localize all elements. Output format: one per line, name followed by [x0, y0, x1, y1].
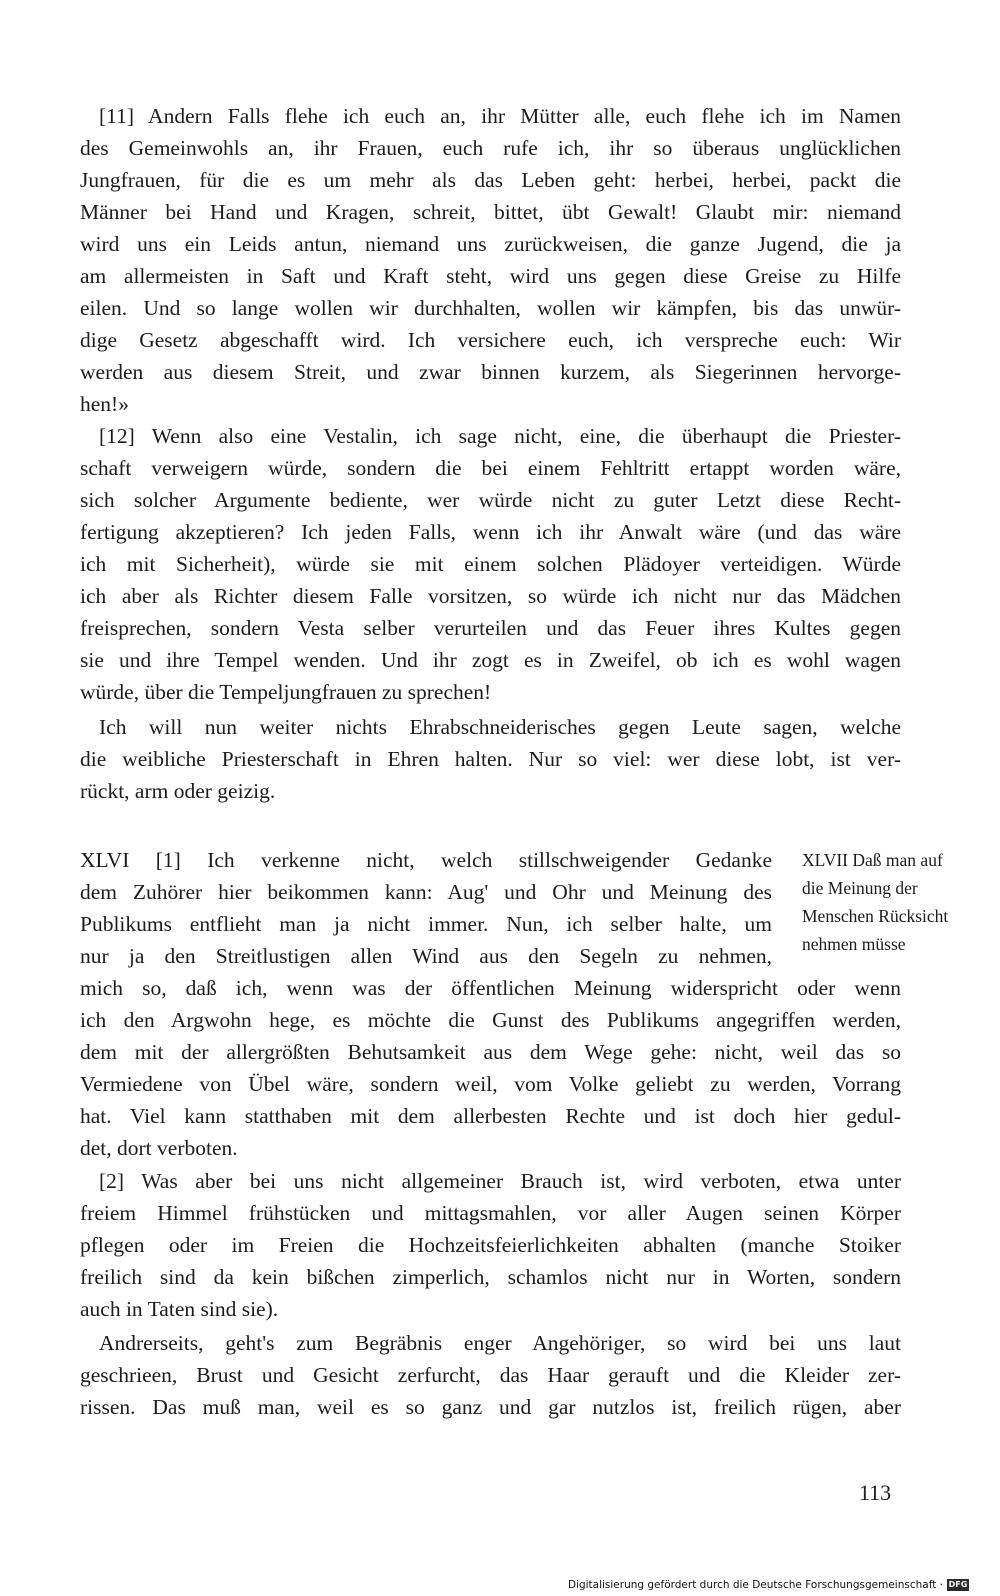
page-number: 113 [859, 1480, 892, 1505]
body-line-39: geschrieen, Brust und Gesicht zerfurcht, das Haar gerauft und die Kleider zer- [80, 1363, 901, 1387]
body-line-12: schaft verweigern würde, sondern die bei einem Fehltritt ertappt worden wäre, [80, 456, 901, 480]
body-line-40: rissen. Das muß man, weil es so ganz und gar nutzlos ist, freilich rügen, aber [80, 1395, 901, 1419]
body-line-5: wird uns ein Leids antun, niemand uns zurückweisen, die ganze Jugend, die ja [80, 232, 901, 256]
body-line-29: dem mit der allergrößten Behutsamkeit aus dem Wege gehe: nicht, weil das so [80, 1040, 901, 1064]
footer-text: Digitalisierung gefördert durch die Deutsche Forschungsgemeinschaft · [567, 1579, 943, 1591]
margin-note-line-3: Menschen Rücksicht [802, 906, 949, 926]
body-line-21: die weibliche Priesterschaft in Ehren halten. Nur so viel: wer diese lobt, ist ver- [80, 747, 901, 771]
digitization-footer [568, 1577, 969, 1593]
body-line-1: [11] Andern Falls flehe ich euch an, ihr Mütter alle, euch flehe ich im Namen [99, 104, 901, 128]
body-line-10: hen!» [80, 392, 129, 416]
body-line-19: würde, über die Tempeljungfrauen zu sprechen! [80, 680, 492, 704]
margin-note-line-1: XLVII Daß man auf [802, 850, 943, 870]
body-line-32: det, dort verboten. [80, 1136, 238, 1160]
body-line-22: rückt, arm oder geizig. [80, 779, 276, 803]
body-line-15: ich mit Sicherheit), würde sie mit einem solchen Plädoyer verteidigen. Würde [80, 552, 901, 576]
body-line-17: freisprechen, sondern Vesta selber verurteilen und das Feuer ihres Kultes gegen [80, 616, 901, 640]
body-line-7: eilen. Und so lange wollen wir durchhalten, wollen wir kämpfen, bis das unwür- [80, 296, 901, 320]
body-line-8: dige Gesetz abgeschafft wird. Ich versichere euch, ich verspreche euch: Wir [80, 328, 901, 352]
body-line-38: Andrerseits, geht's zum Begräbnis enger Angehöriger, so wird bei uns laut [99, 1331, 901, 1355]
body-line-31: hat. Viel kann statthaben mit dem allerbesten Rechte und ist doch hier gedul- [80, 1104, 901, 1128]
body-line-33: [2] Was aber bei uns nicht allgemeiner Brauch ist, wird verboten, etwa unter [99, 1169, 901, 1193]
body-line-28: ich den Argwohn hege, es möchte die Gunst des Publikums angegriffen werden, [80, 1008, 901, 1032]
body-line-6: am allermeisten in Saft und Kraft steht, wird uns gegen diese Greise zu Hilfe [80, 264, 901, 288]
body-line-13: sich solcher Argumente bediente, wer würde nicht zu guter Letzt diese Recht- [80, 488, 901, 512]
dfg-logo-icon: DFG [948, 1580, 968, 1589]
body-line-11: [12] Wenn also eine Vestalin, ich sage nicht, eine, die überhaupt die Priester- [99, 424, 901, 448]
body-line-24: dem Zuhörer hier beikommen kann: Aug' und Ohr und Meinung des [80, 880, 772, 904]
body-line-27: mich so, daß ich, wenn was der öffentlichen Meinung widerspricht oder wenn [80, 976, 901, 1000]
body-line-34: freiem Himmel frühstücken und mittagsmahlen, vor aller Augen seinen Körper [80, 1201, 901, 1225]
margin-note-line-2: die Meinung der [802, 878, 918, 898]
body-line-9: werden aus diesem Streit, und zwar binnen kurzem, als Siegerinnen hervorge- [80, 360, 901, 384]
body-line-4: Männer bei Hand und Kragen, schreit, bittet, übt Gewalt! Glaubt mir: niemand [80, 200, 901, 224]
body-line-2: des Gemeinwohls an, ihr Frauen, euch rufe ich, ihr so überaus unglücklichen [80, 136, 901, 160]
body-line-14: fertigung akzeptieren? Ich jeden Falls, wenn ich ihr Anwalt wäre (und das wäre [80, 520, 901, 544]
body-line-36: freilich sind da kein bißchen zimperlich, schamlos nicht nur in Worten, sondern [80, 1265, 901, 1289]
body-line-20: Ich will nun weiter nichts Ehrabschneiderisches gegen Leute sagen, welche [99, 715, 901, 739]
body-line-23: XLVI [1] Ich verkenne nicht, welch stillschweigender Gedanke [80, 848, 772, 872]
body-line-26: nur ja den Streitlustigen allen Wind aus den Segeln zu nehmen, [80, 944, 772, 968]
body-line-25: Publikums entflieht man ja nicht immer. Nun, ich selber halte, um [80, 912, 772, 936]
body-line-16: ich aber als Richter diesem Falle vorsitzen, so würde ich nicht nur das Mädchen [80, 584, 901, 608]
body-line-18: sie und ihre Tempel wenden. Und ihr zogt es in Zweifel, ob ich es wohl wagen [80, 648, 901, 672]
margin-note-line-4: nehmen müsse [802, 934, 906, 954]
body-line-35: pflegen oder im Freien die Hochzeitsfeierlichkeiten abhalten (manche Stoiker [80, 1233, 901, 1257]
body-line-37: auch in Taten sind sie). [80, 1297, 279, 1321]
body-line-3: Jungfrauen, für die es um mehr als das Leben geht: herbei, herbei, packt die [80, 168, 901, 192]
body-line-30: Vermiedene von Übel wäre, sondern weil, vom Volke geliebt zu werden, Vorrang [80, 1072, 901, 1096]
